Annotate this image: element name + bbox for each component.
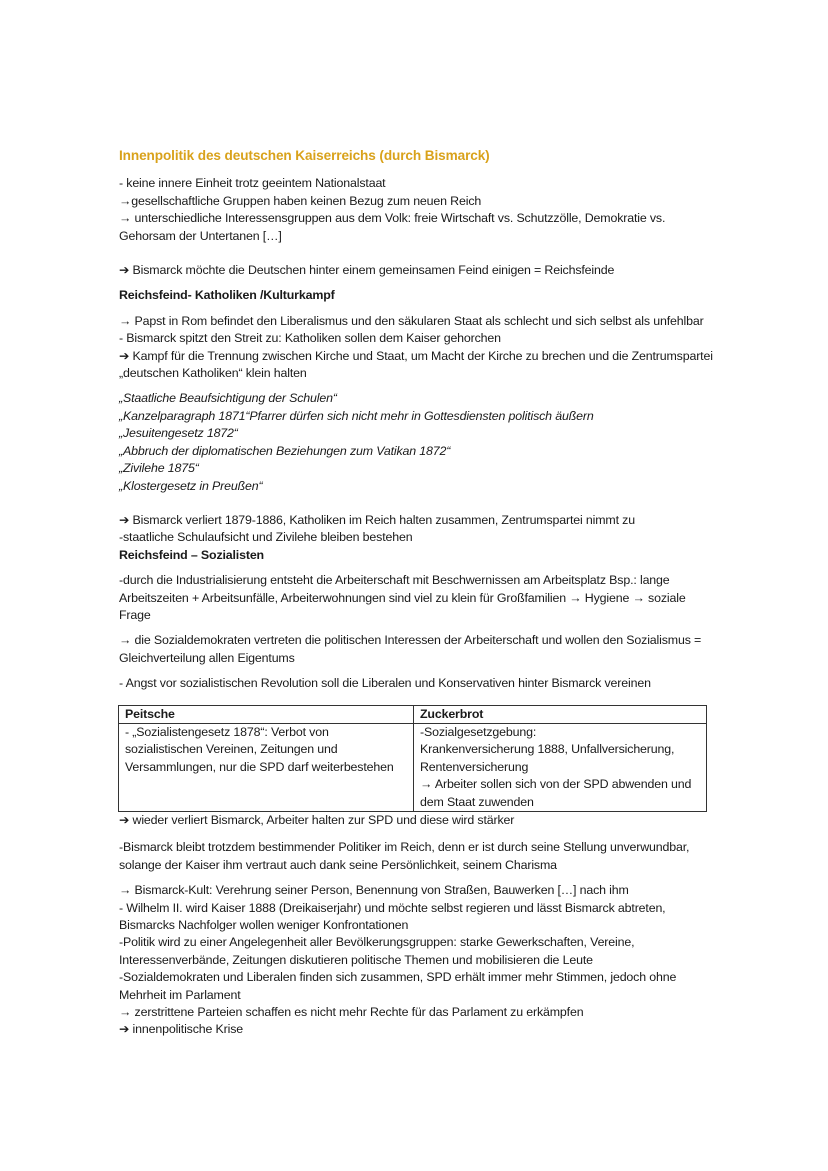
paragraph: - Angst vor sozialistischen Revolution soll die Liberalen und Konservativen hinter Bismarck vereinen bbox=[119, 676, 651, 691]
law-item: „Jesuitengesetz 1872“ bbox=[119, 426, 238, 441]
law-item: „Zivilehe 1875“ bbox=[119, 461, 199, 476]
intro-line: - keine innere Einheit trotz geeintem Nationalstaat bbox=[119, 176, 386, 191]
laws-list bbox=[119, 390, 719, 494]
paragraph: -Bismarck bleibt trotzdem bestimmender Politiker im Reich, denn er ist durch seine Stellung unverwundbar, solange der Kaiser ihm vertraut auch dank seine Persönlichkeit, seinem Charisma bbox=[119, 840, 690, 872]
intro-line: → unterschiedliche Interessensgruppen aus dem Volk: freie Wirtschaft vs. Schutzzölle, Demokratie vs. Gehorsam der Untertanen […] bbox=[119, 211, 666, 243]
cell-zuckerbrot bbox=[414, 723, 707, 811]
point-line: -Sozialdemokraten und Liberalen finden sich zusammen, SPD erhält immer mehr Stimmen, jedoch ohne Mehrheit im Parlament bbox=[119, 970, 677, 1002]
document-title: Innenpolitik des deutschen Kaiserreichs (durch Bismarck) bbox=[119, 148, 490, 163]
cell-peitsche: - „Sozialistengesetz 1878“: Verbot von sozialistischen Vereinen, Zeitungen und Versammlungen, nur die SPD darf weiterbestehen bbox=[119, 723, 414, 811]
closing-section bbox=[119, 839, 719, 1038]
section-sozialisten bbox=[119, 547, 719, 830]
law-item: „Abbruch der diplomatischen Beziehungen zum Vatikan 1872“ bbox=[119, 443, 451, 458]
point-line: → Bismarck-Kult: Verehrung seiner Person, Benennung von Straßen, Bauwerken […] nach ihm bbox=[119, 883, 629, 898]
cell-line: → Arbeiter sollen sich von der SPD abwenden und dem Staat zuwenden bbox=[420, 777, 692, 809]
table-header-row bbox=[119, 705, 707, 723]
cell-line: Krankenversicherung 1888, Unfallversicherung, Rentenversicherung bbox=[420, 742, 675, 774]
law-item: „Kanzelparagraph 1871“Pfarrer dürfen sich nicht mehr in Gottesdiensten politisch äußern bbox=[119, 408, 594, 423]
outcome-line: ➔ Bismarck verliert 1879-1886, Katholiken im Reich halten zusammen, Zentrumspartei nimmt zu bbox=[119, 512, 635, 527]
point-line: - Bismarck spitzt den Streit zu: Katholiken sollen dem Kaiser gehorchen bbox=[119, 331, 501, 346]
cell-line: -Sozialgesetzgebung: bbox=[420, 724, 537, 739]
document-page bbox=[119, 147, 719, 1039]
point-line: → Papst in Rom befindet den Liberalismus und den säkularen Staat als schlecht und sich selbst als unfehlbar bbox=[119, 313, 704, 328]
column-header-zuckerbrot: Zuckerbrot bbox=[414, 705, 707, 723]
intro-line: →gesellschaftliche Gruppen haben keinen Bezug zum neuen Reich bbox=[119, 193, 482, 208]
section-heading: Reichsfeind – Sozialisten bbox=[119, 547, 264, 562]
table-row bbox=[119, 723, 707, 811]
paragraph: -durch die Industrialisierung entsteht die Arbeiterschaft mit Beschwernissen am Arbeitsplatz Bsp.: lange Arbeitszeiten + Arbeitsunfälle, Arbeiterwohnungen sind viel zu klein für Großfamilien → Hygiene → soziale Frage bbox=[119, 573, 686, 622]
peitsche-zuckerbrot-table bbox=[118, 705, 707, 812]
section-heading: Reichsfeind- Katholiken /Kulturkampf bbox=[119, 288, 335, 303]
conclusion-reichsfeinde: ➔ Bismarck möchte die Deutschen hinter einem gemeinsamen Feind einigen = Reichsfeinde bbox=[119, 263, 615, 278]
law-item: „Staatliche Beaufsichtigung der Schulen“ bbox=[119, 391, 337, 406]
point-line: → zerstrittene Parteien schaffen es nicht mehr Rechte für das Parlament zu erkämpfen bbox=[119, 1005, 584, 1020]
column-header-peitsche: Peitsche bbox=[119, 705, 414, 723]
point-line: - Wilhelm II. wird Kaiser 1888 (Dreikaiserjahr) und möchte selbst regieren und lässt Bismarck abtreten, Bismarcks Nachfolger wollen weniger Konfrontationen bbox=[119, 900, 666, 933]
section-katholiken bbox=[119, 287, 719, 546]
outcome-line: ➔ wieder verliert Bismarck, Arbeiter halten zur SPD und diese wird stärker bbox=[119, 813, 515, 827]
point-line: -Politik wird zu einer Angelegenheit aller Bevölkerungsgruppen: starke Gewerkschaften, Vereine, Interessenverbände, Zeitungen diskutieren politische Themen und mobilisieren die Leute bbox=[119, 935, 635, 967]
law-item: „Klostergesetz in Preußen“ bbox=[119, 478, 263, 493]
point-line: ➔ Kampf für die Trennung zwischen Kirche und Staat, um Macht der Kirche zu brechen und die Zentrumspartei „deutschen Katholiken“ klein halten bbox=[119, 348, 713, 381]
outcome-line: -staatliche Schulaufsicht und Zivilehe bleiben bestehen bbox=[119, 530, 413, 545]
point-line: ➔ innenpolitische Krise bbox=[119, 1022, 244, 1037]
intro-section bbox=[119, 175, 719, 245]
paragraph: → die Sozialdemokraten vertreten die politischen Interessen der Arbeiterschaft und wollen den Sozialismus = Gleichverteilung allen Eigentums bbox=[119, 633, 702, 665]
